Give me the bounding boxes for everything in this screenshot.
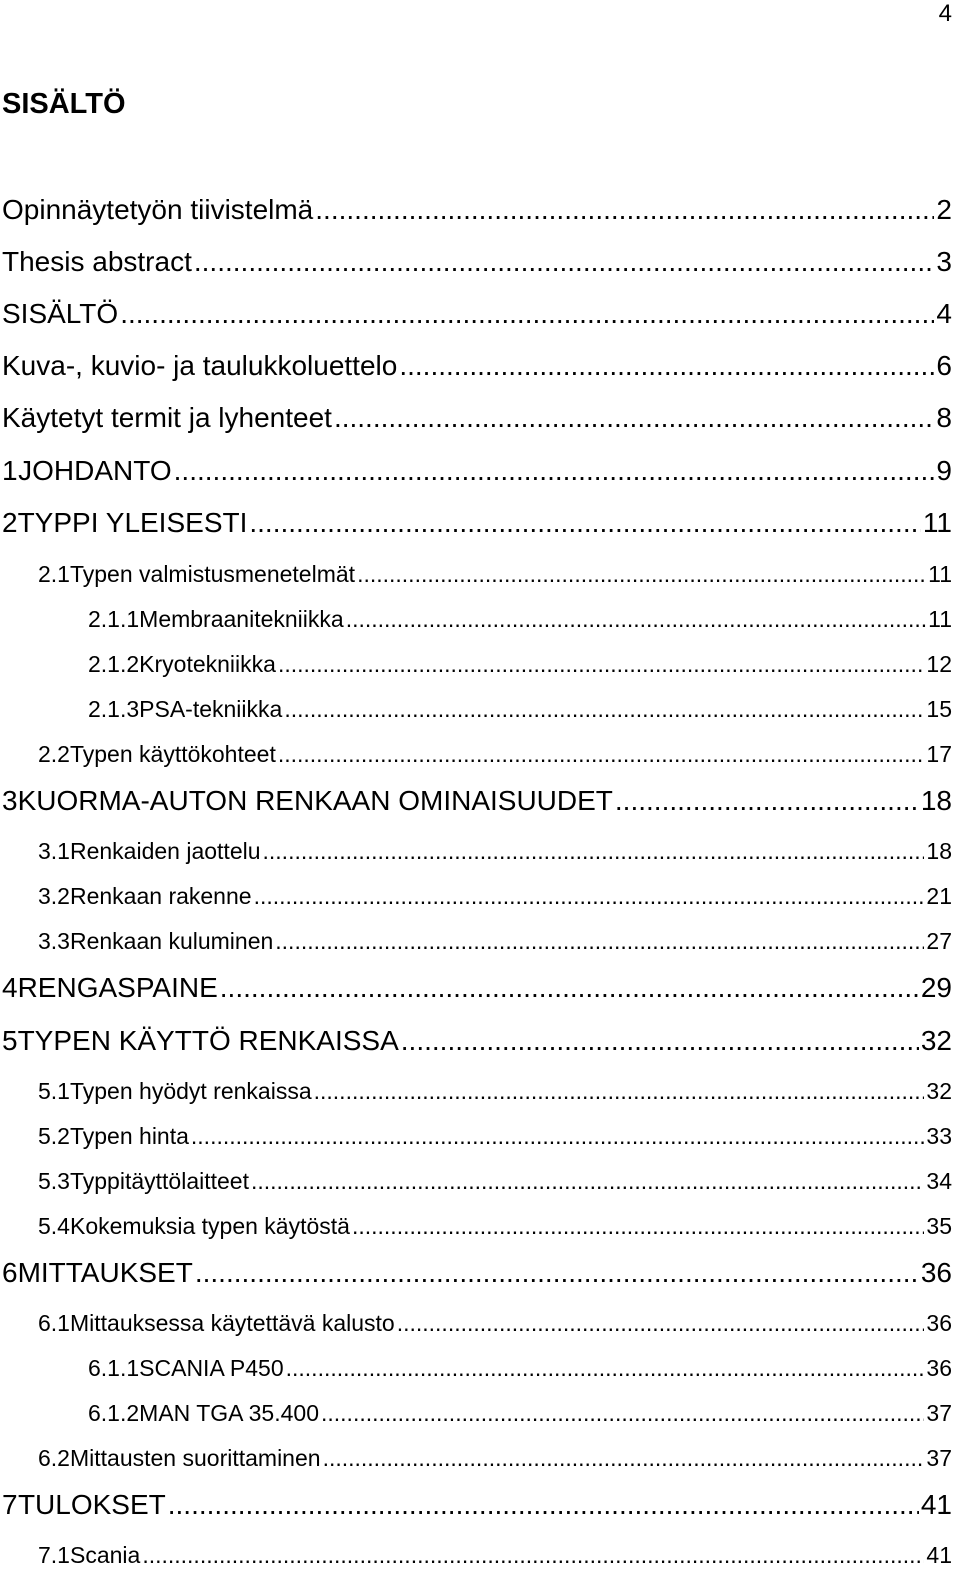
dot-leader bbox=[278, 647, 924, 681]
toc-entry-title: TYPPI YLEISESTI bbox=[17, 507, 248, 538]
dot-leader bbox=[278, 737, 925, 771]
toc-entry-number: 3.1 bbox=[38, 838, 70, 864]
toc-entry-number: 1 bbox=[2, 455, 18, 486]
toc-entry-page: 18 bbox=[926, 838, 952, 864]
dot-leader bbox=[263, 834, 925, 868]
dot-leader bbox=[251, 1164, 924, 1198]
toc-entry-page: 11 bbox=[928, 606, 952, 632]
toc-entry-number: 3.3 bbox=[38, 928, 70, 954]
dot-leader bbox=[195, 1253, 919, 1293]
dot-leader bbox=[220, 968, 919, 1008]
toc-entry-number: 5.1 bbox=[38, 1078, 70, 1104]
toc-entry[interactable] bbox=[2, 503, 952, 543]
toc-entry-page: 36 bbox=[926, 1355, 952, 1381]
toc-entry-number: 2.1 bbox=[38, 561, 70, 587]
toc-entry-page: 34 bbox=[926, 1168, 952, 1194]
toc-entry-number: 4 bbox=[2, 972, 18, 1003]
toc-entry-number: 5.3 bbox=[38, 1168, 70, 1194]
toc-entry[interactable] bbox=[2, 451, 952, 491]
toc-entry-page: 32 bbox=[920, 1025, 952, 1056]
dot-leader bbox=[174, 451, 935, 491]
toc-entry-number: 6.1 bbox=[38, 1310, 70, 1336]
toc-entry-title: Kuva-, kuvio- ja taulukkoluettelo bbox=[2, 350, 398, 381]
toc-entry[interactable] bbox=[38, 1209, 952, 1243]
toc-entry[interactable] bbox=[38, 924, 952, 958]
toc-entry[interactable] bbox=[2, 294, 952, 334]
toc-entry[interactable] bbox=[2, 242, 952, 282]
dot-leader bbox=[346, 602, 926, 636]
toc-entry[interactable] bbox=[2, 968, 952, 1008]
dot-leader bbox=[249, 503, 921, 543]
toc-entry-title: Typen valmistusmenetelmät bbox=[69, 561, 356, 587]
toc-entry-page: 3 bbox=[936, 246, 952, 277]
toc-entry-title: Typen hyödyt renkaissa bbox=[69, 1078, 312, 1104]
dot-leader bbox=[191, 1119, 925, 1153]
toc-entry-title: KUORMA-AUTON RENKAAN OMINAISUUDET bbox=[17, 785, 613, 816]
toc-entry[interactable] bbox=[38, 557, 952, 591]
toc-entry-title: Käytetyt termit ja lyhenteet bbox=[2, 402, 332, 433]
toc-entry-page: 32 bbox=[926, 1078, 952, 1104]
toc-entry[interactable] bbox=[38, 1164, 952, 1198]
toc-entry[interactable] bbox=[2, 781, 952, 821]
dot-leader bbox=[615, 781, 919, 821]
toc-entry-number: 5.4 bbox=[38, 1213, 70, 1239]
dot-leader bbox=[286, 1351, 925, 1385]
toc-entry-page: 21 bbox=[926, 883, 952, 909]
toc-entry-page: 8 bbox=[936, 402, 952, 433]
toc-entry-title: PSA-tekniikka bbox=[139, 696, 283, 722]
toc-entry-page: 11 bbox=[928, 561, 952, 587]
toc-entry-number: 2.1.3 bbox=[88, 696, 140, 722]
toc-entry[interactable] bbox=[38, 834, 952, 868]
dot-leader bbox=[194, 242, 935, 282]
toc-entry-page: 36 bbox=[926, 1310, 952, 1336]
toc-entry-page: 37 bbox=[926, 1400, 952, 1426]
toc-entry-title: Opinnäytetyön tiivistelmä bbox=[2, 194, 314, 225]
dot-leader bbox=[401, 1021, 919, 1061]
toc-entry[interactable] bbox=[88, 647, 952, 681]
dot-leader bbox=[334, 398, 934, 438]
toc-entry-title: Thesis abstract bbox=[2, 246, 192, 277]
toc-entry-title: Renkaiden jaottelu bbox=[69, 838, 261, 864]
toc-entry-page: 12 bbox=[926, 651, 952, 677]
toc-entry-number: 6.1.1 bbox=[88, 1355, 140, 1381]
toc-entry[interactable] bbox=[88, 692, 952, 726]
dot-leader bbox=[321, 1396, 924, 1430]
page-number: 4 bbox=[938, 0, 952, 27]
toc-entry-title: TULOKSET bbox=[17, 1489, 166, 1520]
toc-entry[interactable] bbox=[2, 1253, 952, 1293]
toc-entry-page: 27 bbox=[926, 928, 952, 954]
dot-leader bbox=[284, 692, 924, 726]
dot-leader bbox=[315, 190, 934, 230]
toc-entry-title: Mittauksessa käytettävä kalusto bbox=[69, 1310, 395, 1336]
toc-entry-title: MITTAUKSET bbox=[17, 1257, 193, 1288]
toc-entry-page: 17 bbox=[926, 741, 952, 767]
toc-entry-title: Renkaan rakenne bbox=[69, 883, 252, 909]
toc-entry-page: 29 bbox=[920, 972, 952, 1003]
toc-entry-page: 4 bbox=[936, 298, 952, 329]
toc-entry-page: 2 bbox=[936, 194, 952, 225]
toc-entry-number: 6.1.2 bbox=[88, 1400, 140, 1426]
dot-leader bbox=[120, 294, 934, 334]
toc-entry-title: SCANIA P450 bbox=[139, 1355, 284, 1381]
toc-entry[interactable] bbox=[2, 1485, 952, 1525]
toc-entry[interactable] bbox=[2, 398, 952, 438]
toc-entry-number: 6 bbox=[2, 1257, 18, 1288]
toc-entry-title: Kokemuksia typen käytöstä bbox=[69, 1213, 350, 1239]
toc-entry-title: Typen hinta bbox=[69, 1123, 189, 1149]
toc-entry-number: 3 bbox=[2, 785, 18, 816]
toc-entry-number: 7 bbox=[2, 1489, 18, 1520]
toc-entry[interactable] bbox=[38, 1119, 952, 1153]
toc-entry-page: 41 bbox=[920, 1489, 952, 1520]
toc-entry-page: 11 bbox=[922, 507, 952, 538]
dot-leader bbox=[399, 346, 934, 386]
toc-entry-title: Typpitäyttölaitteet bbox=[69, 1168, 249, 1194]
toc-entry-title: JOHDANTO bbox=[18, 455, 172, 486]
toc-entry-page: 37 bbox=[926, 1445, 952, 1471]
toc-entry-title: Renkaan kuluminen bbox=[69, 928, 274, 954]
toc-entry-page: 33 bbox=[926, 1123, 952, 1149]
dot-leader bbox=[397, 1306, 925, 1340]
toc-entry-number: 2.1.1 bbox=[88, 606, 140, 632]
toc-entry[interactable] bbox=[2, 1021, 952, 1061]
toc-entry[interactable] bbox=[2, 346, 952, 386]
toc-entry[interactable] bbox=[88, 1351, 952, 1385]
dot-leader bbox=[352, 1209, 924, 1243]
toc-entry-title: Mittausten suorittaminen bbox=[69, 1445, 321, 1471]
toc-entry[interactable] bbox=[88, 602, 952, 636]
dot-leader bbox=[168, 1485, 919, 1525]
page-title: SISÄLTÖ bbox=[2, 88, 126, 120]
toc-entry[interactable] bbox=[38, 1306, 952, 1340]
toc-entry-page: 35 bbox=[926, 1213, 952, 1239]
toc-entry-number: 5 bbox=[2, 1025, 18, 1056]
toc-entry-number: 6.2 bbox=[38, 1445, 70, 1471]
toc-entry-title: Membraanitekniikka bbox=[139, 606, 344, 632]
toc-entry-title: RENGASPAINE bbox=[17, 972, 218, 1003]
dot-leader bbox=[357, 557, 926, 591]
toc-entry-number: 3.2 bbox=[38, 883, 70, 909]
dot-leader bbox=[323, 1441, 925, 1475]
toc-entry-page: 41 bbox=[926, 1542, 952, 1568]
toc-entry-title: SISÄLTÖ bbox=[2, 298, 119, 329]
toc-entry[interactable] bbox=[38, 1074, 952, 1108]
toc-entry-number: 2.1.2 bbox=[88, 651, 140, 677]
dot-leader bbox=[254, 879, 925, 913]
toc-entry[interactable] bbox=[38, 1538, 952, 1572]
toc-entry-number: 5.2 bbox=[38, 1123, 70, 1149]
toc-entry-number: 7.1 bbox=[38, 1542, 70, 1568]
toc-entry-page: 36 bbox=[920, 1257, 952, 1288]
toc-entry[interactable] bbox=[38, 737, 952, 771]
dot-leader bbox=[275, 924, 924, 958]
toc-entry[interactable] bbox=[38, 1441, 952, 1475]
toc-entry-page: 18 bbox=[920, 785, 952, 816]
toc-entry-page: 15 bbox=[926, 696, 952, 722]
toc-entry-number: 2 bbox=[2, 507, 18, 538]
dot-leader bbox=[142, 1538, 924, 1572]
toc-entry-title: Kryotekniikka bbox=[139, 651, 276, 677]
toc-entry-title: MAN TGA 35.400 bbox=[139, 1400, 319, 1426]
toc-entry-title: TYPEN KÄYTTÖ RENKAISSA bbox=[17, 1025, 399, 1056]
toc-entry[interactable] bbox=[38, 879, 952, 913]
toc-entry[interactable] bbox=[88, 1396, 952, 1430]
toc-entry-page: 6 bbox=[936, 350, 952, 381]
toc-entry-title: Scania bbox=[69, 1542, 141, 1568]
toc-entry-number: 2.2 bbox=[38, 741, 70, 767]
dot-leader bbox=[314, 1074, 925, 1108]
toc-entry-title: Typen käyttökohteet bbox=[69, 741, 276, 767]
toc-entry[interactable] bbox=[2, 190, 952, 230]
toc-entry-page: 9 bbox=[936, 455, 952, 486]
